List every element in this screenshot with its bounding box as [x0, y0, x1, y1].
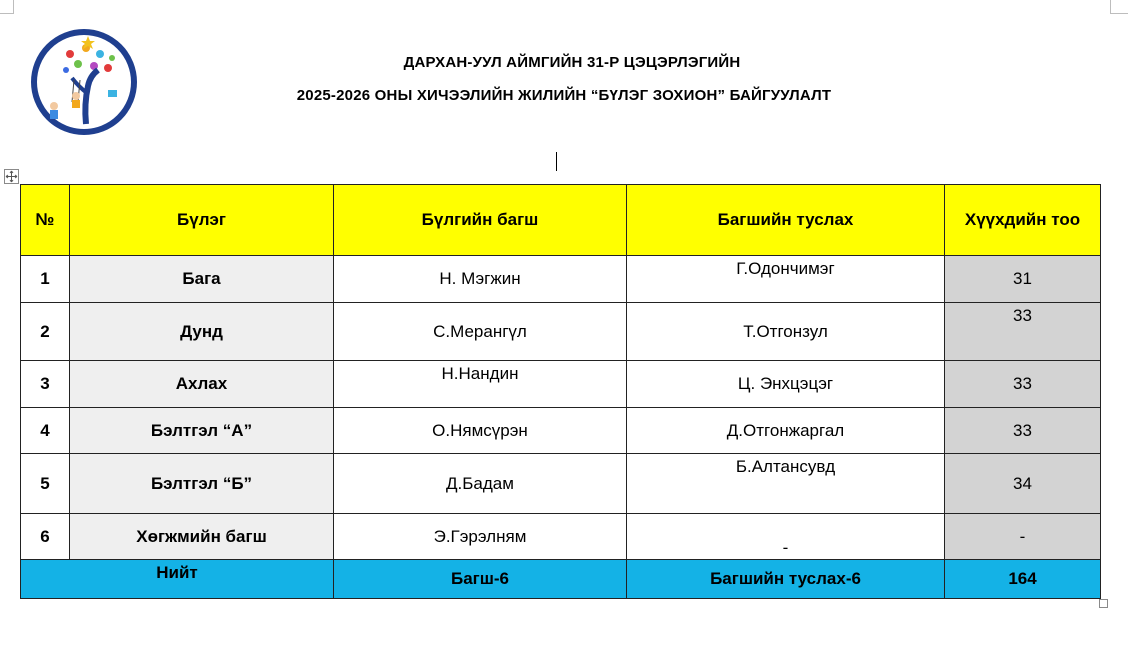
col-header-assistant: Багшийн туслах	[627, 185, 945, 256]
assistant-name: Ц. Энхцэцэг	[627, 361, 945, 408]
assistant-name: -	[627, 514, 945, 560]
group-name: Дунд	[70, 303, 334, 361]
table-total-row	[21, 560, 1101, 599]
row-number: 1	[21, 256, 70, 303]
document-title-line-1: ДАРХАН-УУЛ АЙМГИЙН 31-Р ЦЭЦЭРЛЭГИЙН	[403, 54, 741, 71]
teacher-name: О.Нямсүрэн	[334, 408, 627, 454]
groups-table	[20, 184, 1101, 599]
children-count: 33	[945, 303, 1101, 361]
table-row	[21, 256, 1101, 303]
teacher-name: Д.Бадам	[334, 454, 627, 514]
col-header-group: Бүлэг	[70, 185, 334, 256]
group-name: Бэлтгэл “Б”	[70, 454, 334, 514]
row-number: 3	[21, 361, 70, 408]
assistant-name: Д.Отгонжаргал	[627, 408, 945, 454]
group-name: Бага	[70, 256, 334, 303]
row-number: 2	[21, 303, 70, 361]
children-count: 33	[945, 361, 1101, 408]
assistant-name: Г.Одончимэг	[627, 256, 945, 303]
table-row	[21, 454, 1101, 514]
table-row	[21, 303, 1101, 361]
table-move-handle[interactable]	[4, 169, 19, 184]
col-header-number: №	[21, 185, 70, 256]
row-number: 6	[21, 514, 70, 560]
row-number: 5	[21, 454, 70, 514]
table-row	[21, 361, 1101, 408]
group-name: Ахлах	[70, 361, 334, 408]
total-label: Нийт	[21, 560, 334, 599]
table-resize-handle[interactable]	[1099, 599, 1108, 608]
total-assistants: Багшийн туслах-6	[627, 560, 945, 599]
kindergarten-logo	[30, 24, 138, 138]
crop-mark-top-right	[1110, 0, 1128, 14]
teacher-name: Н. Мэгжин	[334, 256, 627, 303]
teacher-name: Н.Нандин	[334, 361, 627, 408]
table-header-row	[21, 185, 1101, 256]
total-teachers: Багш-6	[334, 560, 627, 599]
assistant-name: Т.Отгонзул	[627, 303, 945, 361]
col-header-children: Хүүхдийн тоо	[945, 185, 1101, 256]
col-header-teacher: Бүлгийн багш	[334, 185, 627, 256]
table-row	[21, 514, 1101, 560]
group-name: Хөгжмийн багш	[70, 514, 334, 560]
teacher-name: Э.Гэрэлням	[334, 514, 627, 560]
move-arrows-icon	[5, 170, 18, 183]
children-count: 31	[945, 256, 1101, 303]
total-children: 164	[945, 560, 1101, 599]
children-count: -	[945, 514, 1101, 560]
row-number: 4	[21, 408, 70, 454]
document-title-line-2: 2025-2026 ОНЫ ХИЧЭЭЛИЙН ЖИЛИЙН “БҮЛЭГ ЗОХИОН” БАЙГУУЛАЛТ	[296, 87, 832, 104]
teacher-name: С.Мерангүл	[334, 303, 627, 361]
children-count: 33	[945, 408, 1101, 454]
assistant-name: Б.Алтансувд	[627, 454, 945, 514]
children-count: 34	[945, 454, 1101, 514]
text-cursor	[556, 152, 557, 171]
group-name: Бэлтгэл “А”	[70, 408, 334, 454]
crop-mark-top-left	[0, 0, 14, 14]
table-row	[21, 408, 1101, 454]
